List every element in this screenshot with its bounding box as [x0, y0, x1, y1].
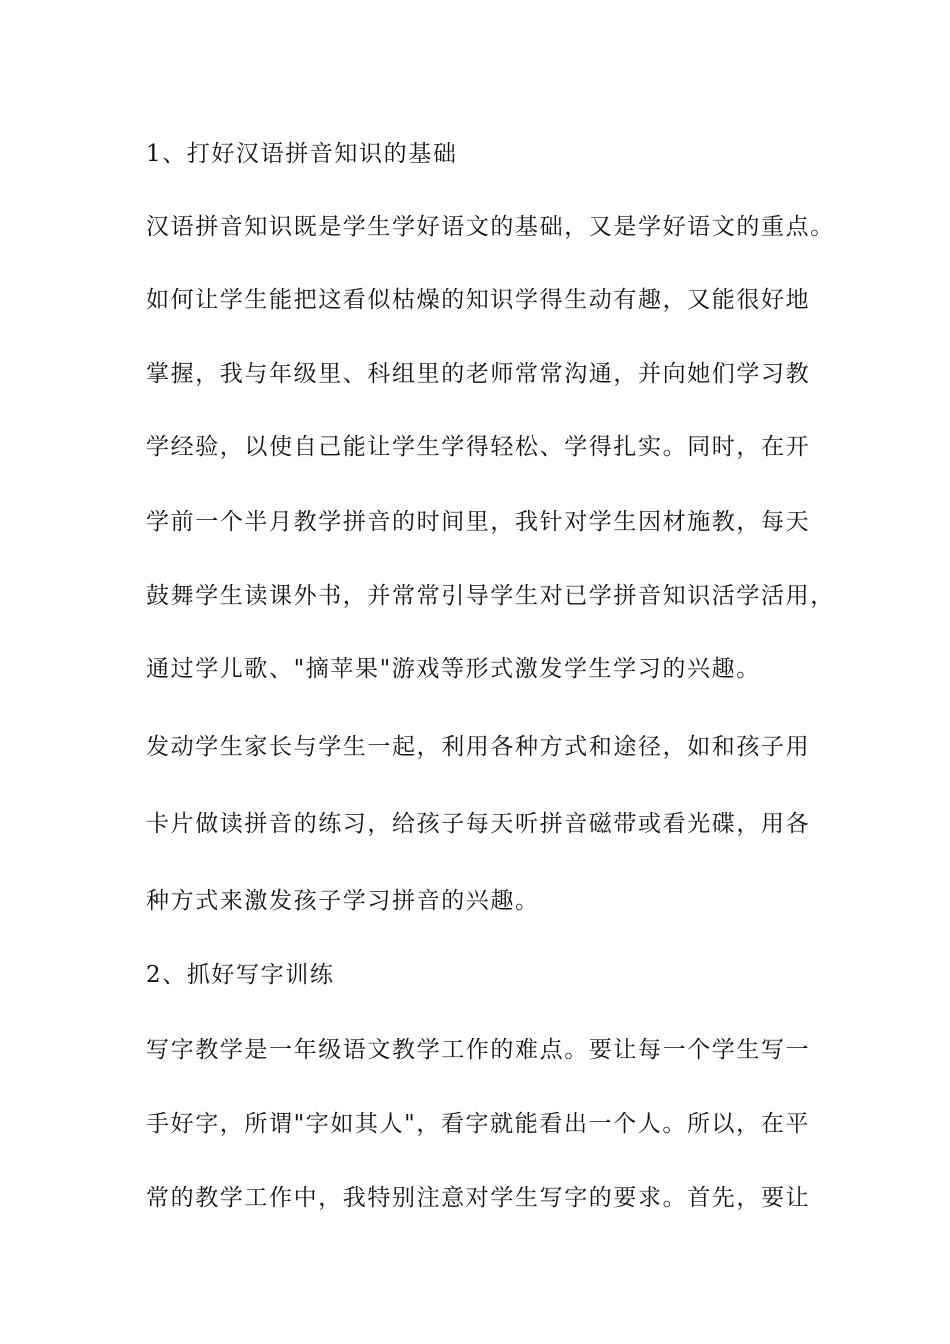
paragraph-line: 学前一个半月教学拼音的时间里，我针对学生因材施教，每天	[146, 509, 811, 535]
paragraph-line: 常的教学工作中，我特别注意对学生写字的要求。首先，要让	[146, 1185, 811, 1211]
paragraph-line: 手好字，所谓"字如其人"，看字就能看出一个人。所以，在平	[146, 1111, 810, 1137]
paragraph-line: 汉语拼音知识既是学生学好语文的基础，又是学好语文的重点。	[146, 214, 835, 240]
paragraph-line: 通过学儿歌、"摘苹果"游戏等形式激发学生学习的兴趣。	[146, 656, 761, 682]
paragraph-line: 发动学生家长与学生一起，利用各种方式和途径，如和孩子用	[146, 734, 811, 760]
paragraph-line: 如何让学生能把这看似枯燥的知识学得生动有趣，又能很好地	[146, 287, 811, 313]
paragraph-line: 学经验，以使自己能让学生学得轻松、学得扎实。同时，在开	[146, 434, 811, 460]
paragraph-line: 鼓舞学生读课外书，并常常引导学生对已学拼音知识活学活用，	[146, 583, 835, 609]
section-heading: 1、打好汉语拼音知识的基础	[146, 141, 458, 167]
section-heading: 2、抓好写字训练	[146, 962, 335, 988]
paragraph-line: 种方式来激发孩子学习拼音的兴趣。	[146, 888, 540, 914]
paragraph-line: 卡片做读拼音的练习，给孩子每天听拼音磁带或看光碟，用各	[146, 811, 811, 837]
paragraph-line: 掌握，我与年级里、科组里的老师常常沟通，并向她们学习教	[146, 361, 811, 387]
paragraph-line: 写字教学是一年级语文教学工作的难点。要让每一个学生写一	[146, 1037, 811, 1063]
